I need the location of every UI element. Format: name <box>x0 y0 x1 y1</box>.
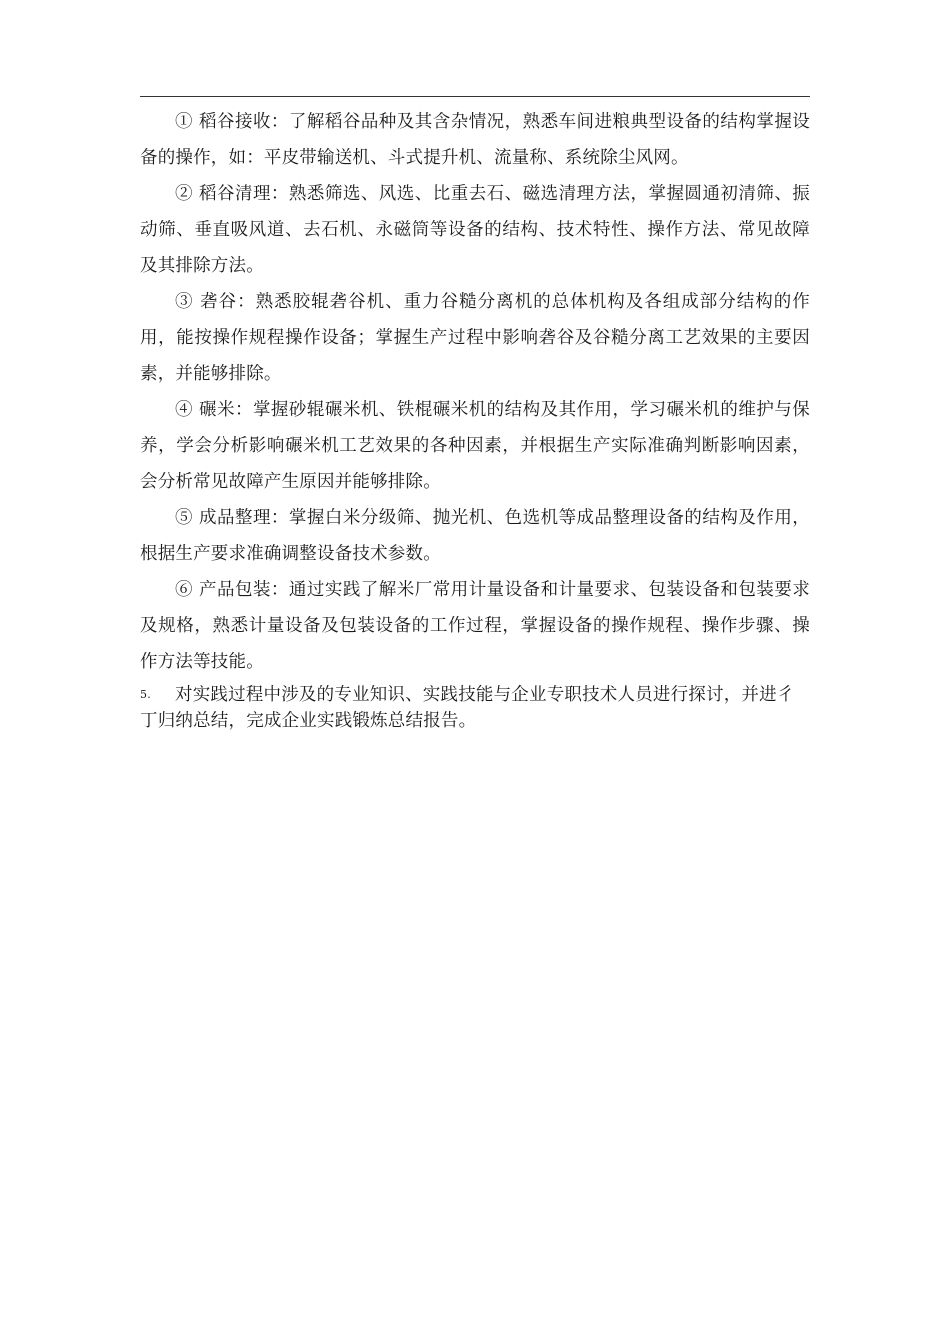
header-rule <box>140 96 810 97</box>
list-item-text: 对实践过程中涉及的专业知识、实践技能与企业专职技术人员进行探讨，并进彳丁归纳总结，完成企业实践锻炼总结报告。 <box>140 685 795 731</box>
list-item <box>140 682 810 734</box>
paragraph-packaging: ⑥ 产品包装：通过实践了解米厂常用计量设备和计量要求、包装设备和包装要求及规格，熟悉计量设备及包装设备的工作过程，掌握设备的操作规程、操作步骤、操作方法等技能。 <box>140 580 810 672</box>
paragraph-milling: ④ 碾米：掌握砂辊碾米机、铁棍碾米机的结构及其作用，学习碾米机的维护与保养，学会分析影响碾米机工艺效果的各种因素，并根据生产实际准确判断影响因素，会分析常见故障产生原因并能够排除。 <box>140 400 810 492</box>
paragraph-grain-cleaning: ② 稻谷清理：熟悉筛选、风选、比重去石、磁选清理方法，掌握圆通初清筛、振动筛、垂直吸风道、去石机、永磁筒等设备的结构、技术特性、操作方法、常见故障及其排除方法。 <box>140 184 810 276</box>
document-body <box>140 104 810 734</box>
paragraph-finishing: ⑤ 成品整理：掌握白米分级筛、抛光机、色选机等成品整理设备的结构及作用，根据生产要求准确调整设备技术参数。 <box>140 508 810 564</box>
list-item-number: 5. <box>140 688 151 701</box>
paragraph-husking: ③ 砻谷：熟悉胶辊砻谷机、重力谷糙分离机的总体机构及各组成部分结构的作用，能按操作规程操作设备；掌握生产过程中影响砻谷及谷糙分离工艺效果的主要因素，并能够排除。 <box>140 292 810 384</box>
paragraph-grain-receiving: ① 稻谷接收：了解稻谷品种及其含杂情况，熟悉车间进粮典型设备的结构掌握设备的操作，如：平皮带输送机、斗式提升机、流量称、系统除尘风网。 <box>140 112 810 168</box>
